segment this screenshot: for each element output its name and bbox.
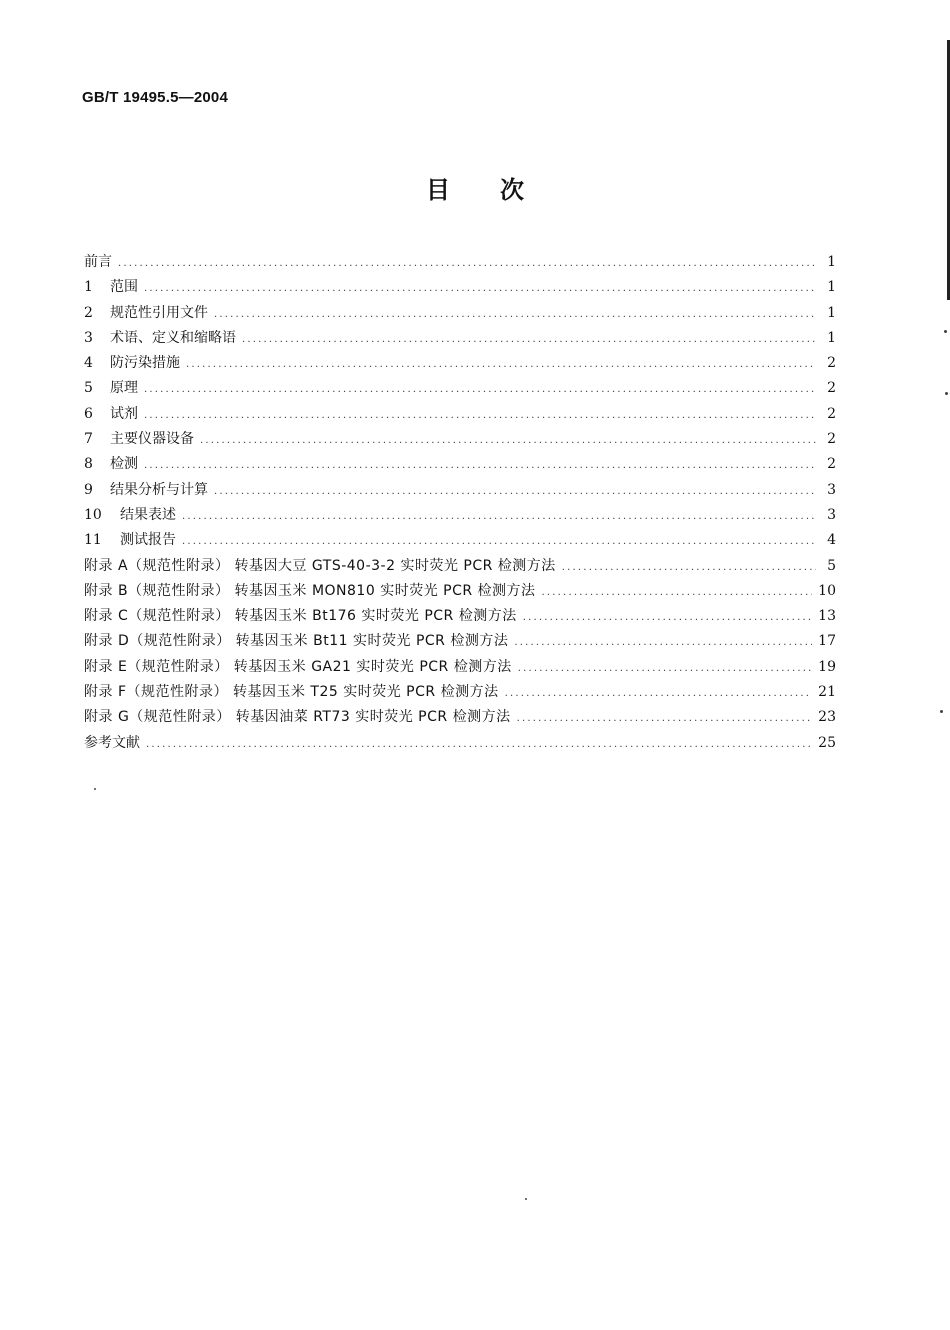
scan-speck xyxy=(944,330,947,333)
scan-speck xyxy=(525,1198,527,1200)
toc-entry-page: 1 xyxy=(827,254,836,270)
toc-entry-page: 1 xyxy=(827,304,836,321)
toc-entry-number: 3 xyxy=(84,329,93,346)
toc-entry-label: 6 试剂 xyxy=(84,402,138,427)
toc-entry-label: 11 测试报告 xyxy=(84,528,176,553)
toc-entry-number: 5 xyxy=(84,380,93,397)
toc-leader-dots xyxy=(214,302,816,327)
toc-leader-dots xyxy=(144,403,816,428)
table-of-contents xyxy=(84,250,836,756)
toc-entry-page: 2 xyxy=(827,380,836,397)
toc-entry-7[interactable] xyxy=(84,427,836,452)
scan-speck xyxy=(94,788,96,790)
toc-entry-number: 2 xyxy=(84,304,93,321)
standard-number: GB/T 19495.5—2004 xyxy=(82,89,228,106)
toc-leader-dots xyxy=(118,251,816,276)
toc-entry-9[interactable] xyxy=(84,478,836,503)
toc-leader-dots xyxy=(182,529,816,554)
toc-entry-label: 附录 D（规范性附录） 转基因玉米 Bt11 实时荧光 PCR 检测方法 xyxy=(84,633,509,650)
toc-entry-annex-b[interactable] xyxy=(84,579,836,604)
toc-entry-annex-c[interactable] xyxy=(84,604,836,629)
toc-entry-number: 1 xyxy=(84,279,93,296)
toc-entry-label: 附录 B（规范性附录） 转基因玉米 MON810 实时荧光 PCR 检测方法 xyxy=(84,582,536,599)
page-title: 目次 xyxy=(426,176,574,204)
toc-entry-10[interactable] xyxy=(84,503,836,528)
toc-entry-5[interactable] xyxy=(84,376,836,401)
toc-entry-page: 13 xyxy=(818,608,836,625)
toc-entry-label: 10 结果表述 xyxy=(84,503,176,528)
toc-entry-label: 4 防污染措施 xyxy=(84,351,180,376)
toc-entry-label: 前言 xyxy=(84,254,112,270)
toc-entry-number: 10 xyxy=(84,506,102,523)
toc-entry-page: 5 xyxy=(827,557,836,574)
toc-entry-label: 附录 G（规范性附录） 转基因油菜 RT73 实时荧光 PCR 检测方法 xyxy=(84,709,511,726)
toc-entry-page: 23 xyxy=(818,709,836,726)
toc-leader-dots xyxy=(242,327,816,352)
toc-entry-number: 9 xyxy=(84,481,93,498)
toc-entry-label: 9 结果分析与计算 xyxy=(84,478,208,503)
toc-entry-page: 25 xyxy=(818,734,836,751)
toc-entry-label: 5 原理 xyxy=(84,376,138,401)
toc-entry-label: 8 检测 xyxy=(84,452,138,477)
toc-leader-dots xyxy=(517,706,813,731)
toc-leader-dots xyxy=(146,732,812,757)
toc-entry-annex-f[interactable] xyxy=(84,680,836,705)
toc-entry-page: 3 xyxy=(827,481,836,498)
toc-leader-dots xyxy=(200,428,816,453)
toc-leader-dots xyxy=(542,580,813,605)
toc-leader-dots xyxy=(523,605,812,630)
toc-entry-label: 参考文献 xyxy=(84,734,140,751)
toc-leader-dots xyxy=(144,377,816,402)
toc-entry-annex-d[interactable] xyxy=(84,629,836,654)
toc-entry-page: 19 xyxy=(818,658,836,675)
toc-entry-page: 4 xyxy=(827,532,836,549)
toc-entry-page: 2 xyxy=(827,405,836,422)
toc-leader-dots xyxy=(182,504,816,529)
toc-entry-annex-a[interactable] xyxy=(84,554,836,579)
toc-leader-dots xyxy=(518,656,812,681)
toc-entry-8[interactable] xyxy=(84,452,836,477)
toc-entry-foreword[interactable] xyxy=(84,250,836,275)
toc-leader-dots xyxy=(505,681,813,706)
toc-entry-number: 8 xyxy=(84,456,93,473)
toc-entry-page: 10 xyxy=(818,582,836,599)
toc-entry-page: 2 xyxy=(827,431,836,448)
toc-entry-page: 1 xyxy=(827,279,836,296)
toc-entry-label: 附录 E（规范性附录） 转基因玉米 GA21 实时荧光 PCR 检测方法 xyxy=(84,658,512,675)
toc-leader-dots xyxy=(514,630,812,655)
toc-entry-number: 7 xyxy=(84,431,93,448)
toc-entry-page: 2 xyxy=(827,355,836,372)
toc-entry-label: 2 规范性引用文件 xyxy=(84,301,208,326)
toc-entry-page: 1 xyxy=(827,329,836,346)
toc-entry-label: 附录 C（规范性附录） 转基因玉米 Bt176 实时荧光 PCR 检测方法 xyxy=(84,608,517,625)
toc-entry-11[interactable] xyxy=(84,528,836,553)
scan-speck xyxy=(945,392,948,395)
scan-speck xyxy=(940,710,943,713)
toc-leader-dots xyxy=(214,479,816,504)
toc-entry-label: 7 主要仪器设备 xyxy=(84,427,194,452)
toc-entry-number: 4 xyxy=(84,355,93,372)
toc-entry-1[interactable] xyxy=(84,275,836,300)
toc-leader-dots xyxy=(186,352,816,377)
toc-entry-3[interactable] xyxy=(84,326,836,351)
toc-entry-label: 附录 F（规范性附录） 转基因玉米 T25 实时荧光 PCR 检测方法 xyxy=(84,684,499,701)
toc-entry-number: 11 xyxy=(84,532,102,549)
toc-entry-page: 21 xyxy=(818,684,836,701)
toc-leader-dots xyxy=(144,276,816,301)
toc-leader-dots xyxy=(144,453,816,478)
toc-entry-label: 1 范围 xyxy=(84,275,138,300)
toc-entry-page: 17 xyxy=(818,633,836,650)
toc-entry-label: 附录 A（规范性附录） 转基因大豆 GTS-40-3-2 实时荧光 PCR 检测方法 xyxy=(84,557,556,574)
toc-entry-6[interactable] xyxy=(84,402,836,427)
toc-entry-page: 2 xyxy=(827,456,836,473)
toc-entry-number: 6 xyxy=(84,405,93,422)
toc-entry-2[interactable] xyxy=(84,301,836,326)
toc-entry-annex-e[interactable] xyxy=(84,655,836,680)
toc-entry-bibliography[interactable] xyxy=(84,731,836,756)
toc-entry-label: 3 术语、定义和缩略语 xyxy=(84,326,236,351)
toc-entry-annex-g[interactable] xyxy=(84,705,836,730)
toc-entry-4[interactable] xyxy=(84,351,836,376)
toc-leader-dots xyxy=(562,555,816,580)
toc-entry-page: 3 xyxy=(827,506,836,523)
